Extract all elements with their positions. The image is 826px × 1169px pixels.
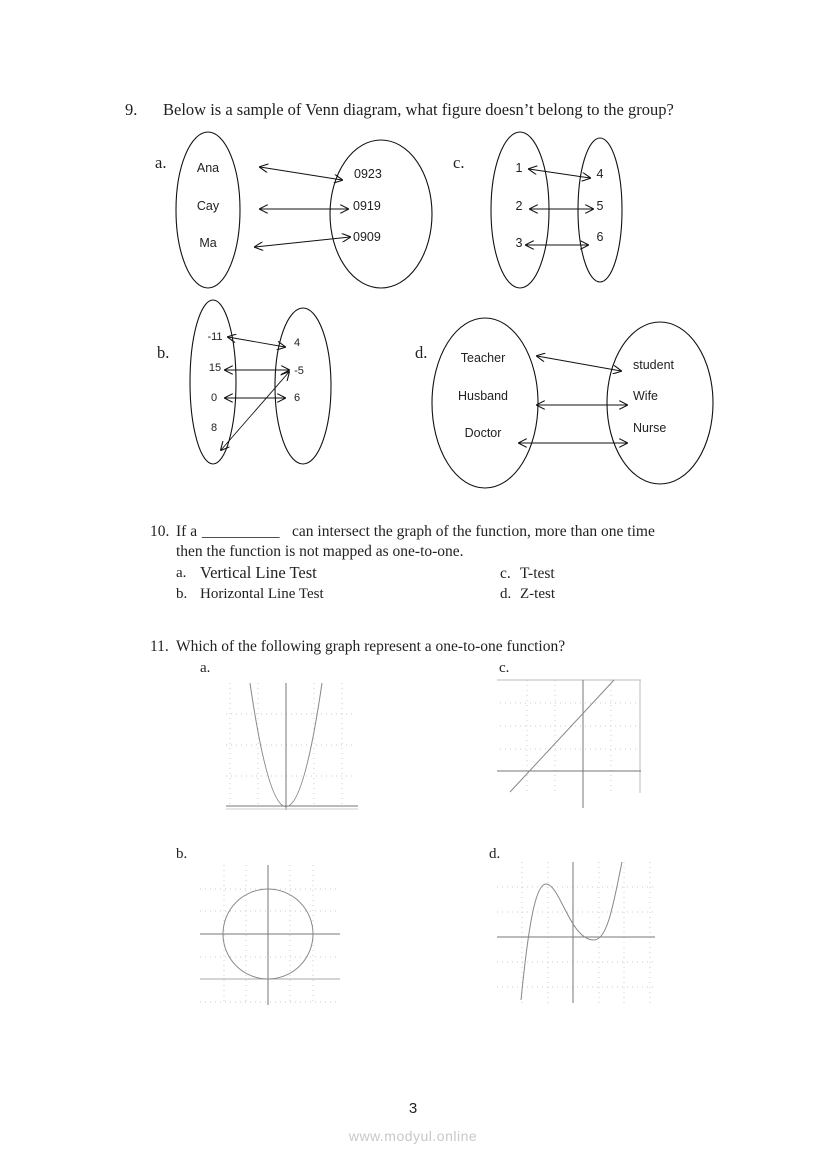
- graph-d-cubic: [497, 862, 655, 1003]
- graph-d-curve: [521, 862, 622, 1000]
- venn-c-range-item: 5: [596, 199, 604, 213]
- venn-d-range-item: Nurse: [633, 421, 667, 435]
- venn-b-domain-item: 8: [210, 422, 218, 434]
- venn-a-arrow: [255, 237, 350, 247]
- venn-a-domain-item: Ma: [199, 236, 217, 250]
- graph-a-parabola: [226, 683, 358, 810]
- q10-option-d: Z-test: [520, 586, 555, 602]
- venn-b-range-item: 4: [293, 337, 301, 349]
- graph-c-label: c.: [499, 660, 510, 676]
- graph-d-label: d.: [489, 846, 501, 862]
- venn-d-domain-item: Teacher: [460, 351, 506, 365]
- venn-diagram-d: [432, 318, 713, 488]
- venn-d-label: d.: [415, 343, 428, 362]
- graph-a-label: a.: [200, 660, 211, 676]
- graph-b-circle: [200, 865, 340, 1005]
- q9-text: Below is a sample of Venn diagram, what figure doesn’t belong to the group?: [163, 100, 674, 119]
- q10-number: 10.: [150, 523, 170, 540]
- venn-d-domain-ellipse: [432, 318, 538, 488]
- venn-b-domain-item: 15: [208, 362, 222, 374]
- venn-b-domain-item: 0: [210, 392, 218, 404]
- q10-text-line2: then the function is not mapped as one-to-one.: [176, 543, 464, 560]
- q10-text-post: can intersect the graph of the function, more than one time: [292, 523, 655, 540]
- q10-option-c: T-test: [520, 565, 555, 582]
- venn-d-domain-item: Doctor: [464, 426, 502, 440]
- venn-d-range-ellipse: [607, 322, 713, 484]
- venn-d-domain-item: Husband: [457, 389, 509, 403]
- q11-text: Which of the following graph represent a one-to-one function?: [176, 638, 566, 655]
- venn-a-arrow: [260, 167, 342, 180]
- graph-b-label: b.: [176, 846, 188, 862]
- q10-option-b: Horizontal Line Test: [200, 586, 324, 602]
- graph-c-curve: [510, 680, 614, 792]
- q10-blank: __________: [202, 523, 280, 540]
- q10-option-c-letter: c.: [500, 565, 511, 582]
- venn-a-range-item: 0923: [354, 167, 382, 181]
- page-number: 3: [408, 1100, 418, 1117]
- graph-c-line: [497, 680, 641, 808]
- q10-option-a: Vertical Line Test: [200, 563, 317, 582]
- venn-d-range-item: student: [633, 358, 675, 372]
- venn-a-range-item: 0909: [353, 230, 381, 244]
- venn-a-range-item: 0919: [353, 199, 381, 213]
- venn-a-range-ellipse: [330, 140, 432, 288]
- venn-c-range-item: 4: [596, 167, 604, 181]
- q10-option-d-letter: d.: [500, 586, 512, 602]
- venn-a-label: a.: [155, 153, 167, 172]
- venn-b-arrow: [228, 337, 285, 347]
- q10-text-pre: If a: [176, 523, 198, 540]
- venn-b-range-item: -5: [294, 365, 304, 377]
- venn-diagram-b: [190, 300, 331, 464]
- q10-option-b-letter: b.: [176, 586, 188, 602]
- venn-b-arrow: [221, 372, 289, 450]
- q9-number: 9.: [125, 100, 138, 119]
- venn-b-range-ellipse: [275, 308, 331, 464]
- venn-a-domain-item: Ana: [196, 161, 220, 175]
- venn-c-range-item: 6: [596, 230, 604, 244]
- watermark: www.modyul.online: [348, 1128, 478, 1144]
- venn-b-label: b.: [157, 343, 170, 362]
- q10-option-a-letter: a.: [176, 565, 187, 581]
- q11-number: 11.: [150, 638, 169, 655]
- venn-b-domain-item: -11: [207, 331, 223, 343]
- venn-c-domain-item: 1: [515, 161, 523, 175]
- venn-c-domain-item: 3: [515, 236, 523, 250]
- venn-b-range-item: 6: [293, 392, 301, 404]
- venn-c-domain-item: 2: [515, 199, 523, 213]
- venn-b-domain-ellipse: [190, 300, 236, 464]
- venn-d-arrow: [537, 356, 621, 371]
- venn-c-label: c.: [453, 153, 465, 172]
- venn-d-range-item: Wife: [633, 389, 658, 403]
- venn-a-domain-item: Cay: [196, 199, 220, 213]
